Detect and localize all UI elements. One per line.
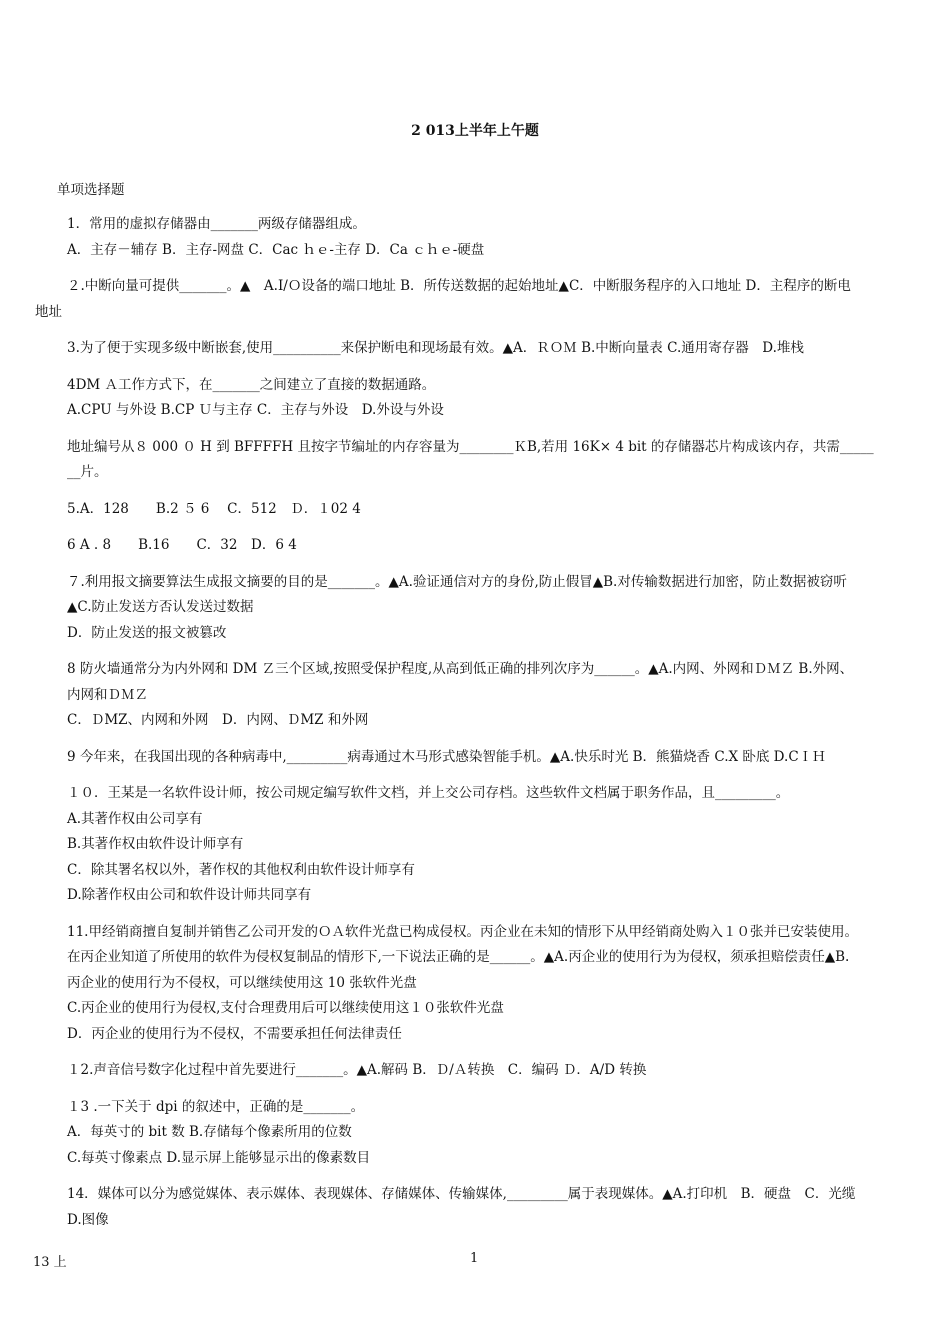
question-line: 地址编号从８ 000 ０ H 到 BFFFFH 且按字节编址的内存容量为________ＫB,若用 16K× 4 bit 的存储器芯片构成该内存，共需_____	[67, 438, 874, 455]
question-line: １０．王某是一名软件设计师，按公司规定编写软件文档，并上交公司存档。这些软件文档属于职务作品，且_________。	[67, 785, 790, 801]
question-line: 4DM Ａ工作方式下，在_______之间建立了直接的数据通路。	[67, 376, 436, 393]
question-5	[35, 435, 910, 486]
question-list	[35, 212, 910, 1244]
question-line: 地址	[35, 303, 62, 320]
question-6-options	[35, 533, 910, 559]
question-line: ▲C.防止发送方否认发送过数据	[67, 599, 254, 615]
question-4	[35, 373, 910, 424]
question-line: C.丙企业的使用行为侵权,支付合理费用后可以继续使用这１０张软件光盘	[67, 1000, 504, 1016]
question-line: 14．媒体可以分为感觉媒体、表示媒体、表现媒体、存储媒体、传输媒体,_________属于表现媒体。▲A.打印机 B．硬盘 C．光缆	[67, 1186, 856, 1202]
page-number: 1	[470, 1251, 479, 1266]
question-line: D.除著作权由公司和软件设计师共同享有	[67, 887, 312, 903]
question-5-options	[35, 497, 910, 523]
question-1	[35, 212, 910, 263]
question-line: A.其著作权由公司享有	[67, 810, 203, 827]
question-line: A．每英寸的 bit 数 B.存储每个像素所用的位数	[67, 1124, 352, 1140]
question-10	[35, 781, 910, 909]
question-line: ２.中断向量可提供_______。▲ A.I/Ｏ设备的端口地址 B．所传送数据的起始地址▲C．中断服务程序的入口地址 D．主程序的断电	[67, 278, 851, 294]
question-line: 丙企业的使用行为不侵权，可以继续使用这 10 张软件光盘	[67, 974, 417, 991]
question-line: A.CPU 与外设 B.CP Ｕ与主存 C．主存与外设 D.外设与外设	[67, 402, 444, 418]
footer-label: 13 上	[33, 1255, 67, 1270]
question-8	[35, 657, 910, 734]
question-line: 内网和ＤＭＺ	[67, 686, 148, 703]
question-line: D．丙企业的使用行为不侵权，不需要承担任何法律责任	[67, 1025, 402, 1042]
page-title: 2 013上半年上午题	[411, 123, 539, 139]
question-line: ７.利用报文摘要算法生成报文摘要的目的是_______。▲A.验证通信对方的身份,防止假冒▲B.对传输数据进行加密，防止数据被窃听	[67, 573, 847, 590]
question-line: C．ＤMZ、内网和外网 D．内网、ＤMZ 和外网	[67, 712, 369, 728]
question-line: B.其著作权由软件设计师享有	[67, 836, 244, 852]
question-11	[35, 920, 910, 1048]
question-line: 6 A . 8 B.16 C．32 D．6 4	[67, 537, 297, 553]
question-line: 5.A．128 B.2 ５ 6 C．512 Ｄ．１02 4	[67, 500, 361, 517]
question-13	[35, 1095, 910, 1172]
question-line: D．防止发送的报文被篡改	[67, 624, 227, 641]
question-line: A．主存－辅存 B．主存-网盘 C．Cac ｈｅ-主存 D．Ca ｃｈｅ-硬盘	[67, 241, 485, 258]
question-line: C.每英寸像素点 D.显示屏上能够显示出的像素数目	[67, 1149, 371, 1166]
question-line: D.图像	[67, 1211, 109, 1228]
question-line: １3 .一下关于 dpi 的叙述中，正确的是_______。	[67, 1098, 365, 1115]
question-9	[35, 745, 910, 771]
question-line: 在丙企业知道了所使用的软件为侵权复制品的情形下,一下说法正确的是______。▲A.丙企业的使用行为为侵权，须承担赔偿责任▲B.	[67, 949, 850, 965]
question-line: 9 今年来，在我国出现的各种病毒中,_________病毒通过木马形式感染智能手机。▲A.快乐时光 B．熊猫烧香 C.X 卧底 D.CＩＨ	[67, 748, 826, 765]
question-line: 8 防火墙通常分为内外网和 DM Ｚ三个区域,按照受保护程度,从高到低正确的排列次序为______。▲A.内网、外网和ＤＭＺ B.外网、	[67, 661, 854, 677]
question-line: __片。	[67, 464, 108, 480]
question-3	[35, 336, 910, 362]
question-line: 11.甲经销商擅自复制并销售乙公司开发的ＯＡ软件光盘已构成侵权。丙企业在未知的情形下从甲经销商处购入１０张并已安装使用。	[67, 923, 858, 940]
question-14	[35, 1182, 910, 1233]
question-12	[35, 1058, 910, 1084]
question-7	[35, 570, 910, 647]
question-line: 1．常用的虚拟存储器由_______两级存储器组成。	[67, 216, 366, 232]
section-heading: 单项选择题	[57, 182, 125, 198]
question-2	[35, 274, 910, 325]
question-line: C．除其署名权以外，著作权的其他权利由软件设计师享有	[67, 861, 415, 878]
question-line: 3.为了便于实现多级中断嵌套,使用__________来保护断电和现场最有效。▲A．ＲＯＭ B.中断向量表 C.通用寄存器 D.堆栈	[67, 340, 804, 356]
question-line: １2.声音信号数字化过程中首先要进行_______。▲A.解码 B．Ｄ/Ａ转换 C．编码 Ｄ．A/D 转换	[67, 1062, 647, 1078]
